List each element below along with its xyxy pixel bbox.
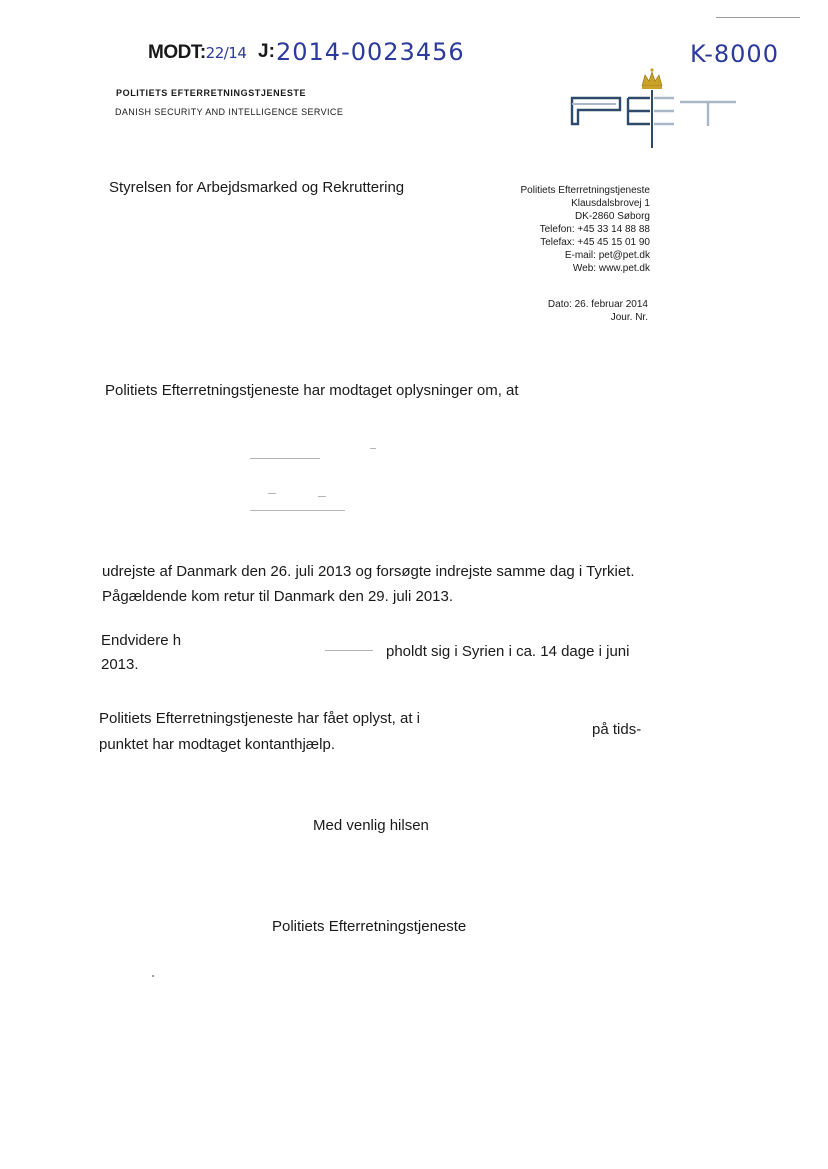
redaction-remnant [318, 496, 326, 497]
paragraph-3-line-1-start: Endvidere h [101, 632, 182, 649]
date-block [448, 298, 648, 324]
paragraph-2-line-2: Pågældende kom retur til Danmark den 29. juli 2013. [102, 588, 454, 605]
redaction-remnant [370, 448, 376, 449]
paragraph-4-line-1-end: på tids- [592, 721, 642, 738]
sender-fax: Telefax: +45 45 15 01 90 [540, 237, 650, 248]
paragraph-3-line-2: 2013. [101, 656, 139, 673]
journal-label: J: [258, 41, 275, 62]
org-name-english: DANISH SECURITY AND INTELLIGENCE SERVICE [115, 107, 344, 117]
closing-greeting: Med venlig hilsen [313, 817, 429, 834]
pet-logo [566, 66, 746, 152]
sender-email: E-mail: pet@pet.dk [564, 250, 650, 261]
paragraph-3-line-1-end: pholdt sig i Syrien i ca. 14 dage i juni [386, 643, 630, 660]
redaction-remnant [250, 510, 345, 511]
org-name: POLITIETS EFTERRETNINGSTJENESTE [116, 88, 307, 98]
sender-phone: Telefon: +45 33 14 88 88 [539, 224, 650, 235]
paragraph-1: Politiets Efterretningstjeneste har modtaget oplysninger om, at [105, 382, 519, 399]
redaction-remnant [250, 458, 320, 459]
sender-web: Web: www.pet.dk [572, 263, 650, 274]
modt-label: MODT: [148, 42, 206, 63]
sender-address-block [430, 184, 650, 275]
journal-number-label: Jour. Nr. [610, 312, 648, 323]
modt-date: 22/14 [205, 44, 247, 62]
paragraph-4-line-2: punktet har modtaget kontanthjælp. [99, 736, 335, 753]
pet-logo-graphic [566, 66, 746, 152]
signature: Politiets Efterretningstjeneste [272, 918, 467, 935]
sender-street: Klausdalsbrovej 1 [571, 198, 650, 209]
paragraph-4-line-1-start: Politiets Efterretningstjeneste har fået oplyst, at i [99, 710, 420, 727]
crown-icon [642, 68, 662, 89]
received-stamp-label [148, 42, 246, 64]
journal-number-handwritten: 2014-0023456 [276, 38, 465, 66]
sender-name: Politiets Efterretningstjeneste [520, 185, 650, 196]
redaction-remnant [325, 650, 373, 651]
paragraph-2-line-1: udrejste af Danmark den 26. juli 2013 og forsøgte indrejste samme dag i Tyrkiet. [102, 563, 635, 580]
scan-artifact-line [716, 17, 800, 18]
scan-speck [152, 975, 154, 977]
letter-date: Dato: 26. februar 2014 [547, 299, 648, 310]
redaction-remnant [268, 493, 276, 494]
sender-city: DK-2860 Søborg [574, 211, 650, 222]
k-code-handwritten: K-8000 [690, 40, 779, 68]
recipient: Styrelsen for Arbejdsmarked og Rekruttering [109, 179, 405, 196]
